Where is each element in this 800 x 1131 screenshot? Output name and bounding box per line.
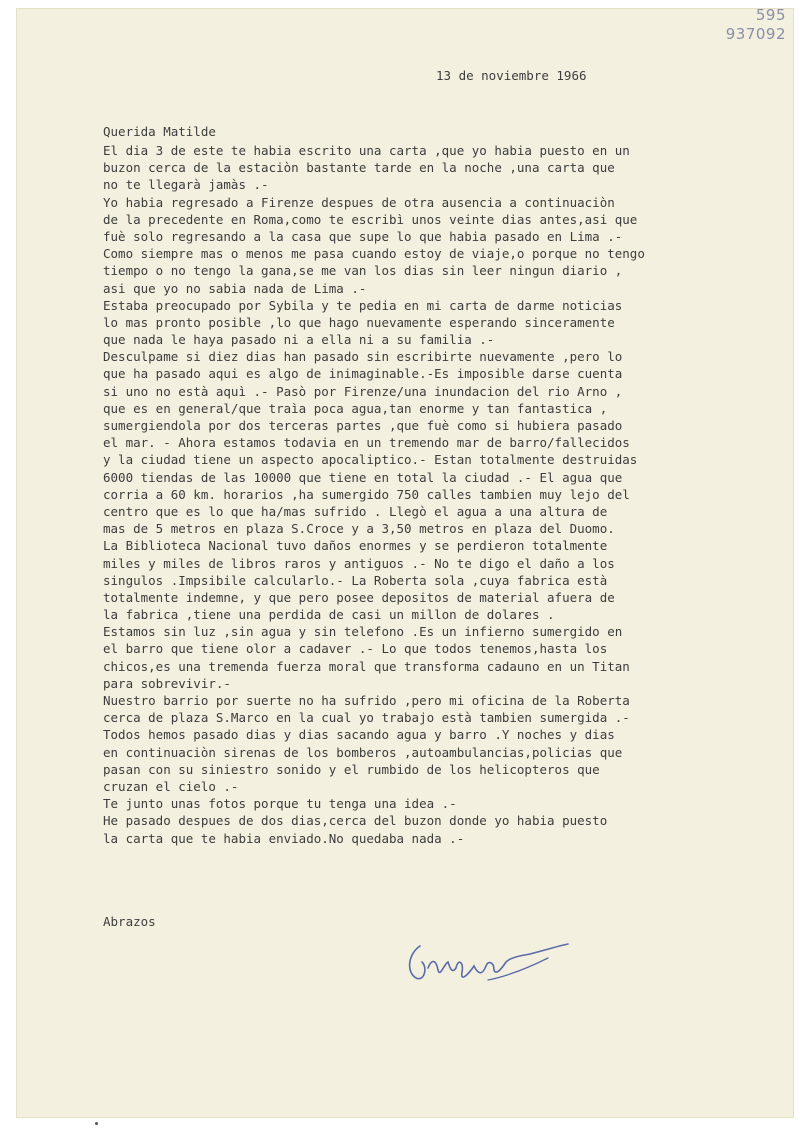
letter-line: cruzan el cielo .- xyxy=(103,778,239,794)
letter-line: que ha pasado aqui es algo de inimaginable.-Es imposible darse cuenta xyxy=(103,366,623,382)
letter-line: Como siempre mas o menos me pasa cuando estoy de viaje,o porque no tengo xyxy=(103,246,645,262)
letter-line: de la precedente en Roma,como te escribì unos veinte dias antes,asi que xyxy=(103,211,638,227)
letter-line: sumergiendola por dos terceras partes ,que fuè como si hubiera pasado xyxy=(103,418,623,433)
letter-line: para sobrevivir.- xyxy=(103,675,231,691)
salutation: Querida Matilde xyxy=(103,124,216,139)
letter-line: Yo habia regresado a Firenze despues de otra ausencia a continuaciòn xyxy=(103,194,615,210)
letter-line: en continuaciòn sirenas de los bomberos ,autoambulancias,policias que xyxy=(103,744,623,760)
letter-line: no te llegarà jamàs .- xyxy=(103,177,269,193)
letter-line: mas de 5 metros en plaza S.Croce y a 3,50 metros en plaza del Duomo. xyxy=(103,521,615,537)
ink-speck xyxy=(95,1122,98,1125)
letter-line: 6000 tiendas de las 10000 que tiene en total la ciudad .- El agua que xyxy=(103,469,623,485)
letter-line: chicos,es una tremenda fuerza moral que transforma cadauno en un Titan xyxy=(103,658,630,674)
letter-line: Estaba preocupado por Sybila y te pedia en mi carta de darme noticias xyxy=(103,297,623,313)
letter-line: El dia 3 de este te habia escrito una carta ,que yo habia puesto en un xyxy=(103,143,630,158)
letter-line: la carta que te habia enviado.No quedaba nada .- xyxy=(103,830,465,846)
letter-line: La Biblioteca Nacional tuvo daños enormes y se perdieron totalmente xyxy=(103,538,608,554)
letter-line: Estamos sin luz ,sin agua y sin telefono .Es un infierno sumergido en xyxy=(103,624,623,640)
letter-line: lo mas pronto posible ,lo que hago nuevamente esperando sinceramente xyxy=(103,314,615,330)
letter-line: Desculpame si diez dias han pasado sin escribirte nuevamente ,pero lo xyxy=(103,349,623,365)
letter-line: He pasado despues de dos dias,cerca del buzon donde yo habia puesto xyxy=(103,813,608,829)
letter-line: corria a 60 km. horarios ,ha sumergido 750 calles tambien muy lejo del xyxy=(103,486,630,502)
letter-line: Todos hemos pasado dias y dias sacando agua y barro .Y noches y dias xyxy=(103,727,615,743)
letter-line: Te junto unas fotos porque tu tenga una idea .- xyxy=(103,796,457,812)
letter-line: tiempo o no tengo la gana,se me van los dias sin leer ningun diario , xyxy=(103,263,623,279)
letter-line: y la ciudad tiene un aspecto apocaliptico.- Estan totalmente destruidas xyxy=(103,452,638,468)
letter-line: que es en general/que traìa poca agua,tan enorme y tan fantastica , xyxy=(103,400,608,416)
letter-line: que nada le haya pasado ni a ella ni a su familia .- xyxy=(103,332,495,348)
archive-mark: 937092 xyxy=(725,25,786,43)
letter-line: fuè solo regresando a la casa que supe lo que habia pasado en Lima .- xyxy=(103,228,623,244)
letter-line: Nuestro barrio por suerte no ha sufrido ,pero mi oficina de la Roberta xyxy=(103,693,630,708)
letter-line: totalmente indemne, y que pero posee depositos de material afuera de xyxy=(103,589,615,605)
letter-line: miles y miles de libros raros y antiguos .- No te digo el daño a los xyxy=(103,555,615,571)
letter-line: cerca de plaza S.Marco en la cual yo trabajo està tambien sumergida .- xyxy=(103,710,630,726)
letter-date: 13 de noviembre 1966 xyxy=(436,68,587,83)
archive-mark: 595 xyxy=(755,6,786,24)
letter-line: la fabrica ,tiene una perdida de casi un millon de dolares . xyxy=(103,607,555,623)
letter-line: si uno no està aquì .- Pasò por Firenze/una inundacion del rio Arno , xyxy=(103,383,623,399)
letter-line: buzon cerca de la estaciòn bastante tarde en la noche ,una carta que xyxy=(103,160,615,176)
letter-line: centro que es lo que ha/mas sufrido . Llegò el agua a una altura de xyxy=(103,503,608,519)
archive-marks xyxy=(726,6,786,44)
closing: Abrazos xyxy=(103,914,156,929)
letter-line: asi que yo no sabia nada de Lima .- xyxy=(103,280,367,296)
letter-line: el barro que tiene olor a cadaver .- Lo que todos tenemos,hasta los xyxy=(103,641,608,657)
letter-line: singulos .Impsibile calcularlo.- La Roberta sola ,cuya fabrica està xyxy=(103,572,608,588)
letter-line: pasan con su siniestro sonido y el rumbido de los helicopteros que xyxy=(103,761,600,777)
letter-line: el mar. - Ahora estamos todavia en un tremendo mar de barro/fallecidos xyxy=(103,435,630,451)
signature xyxy=(398,928,578,998)
letter-body xyxy=(103,142,763,847)
